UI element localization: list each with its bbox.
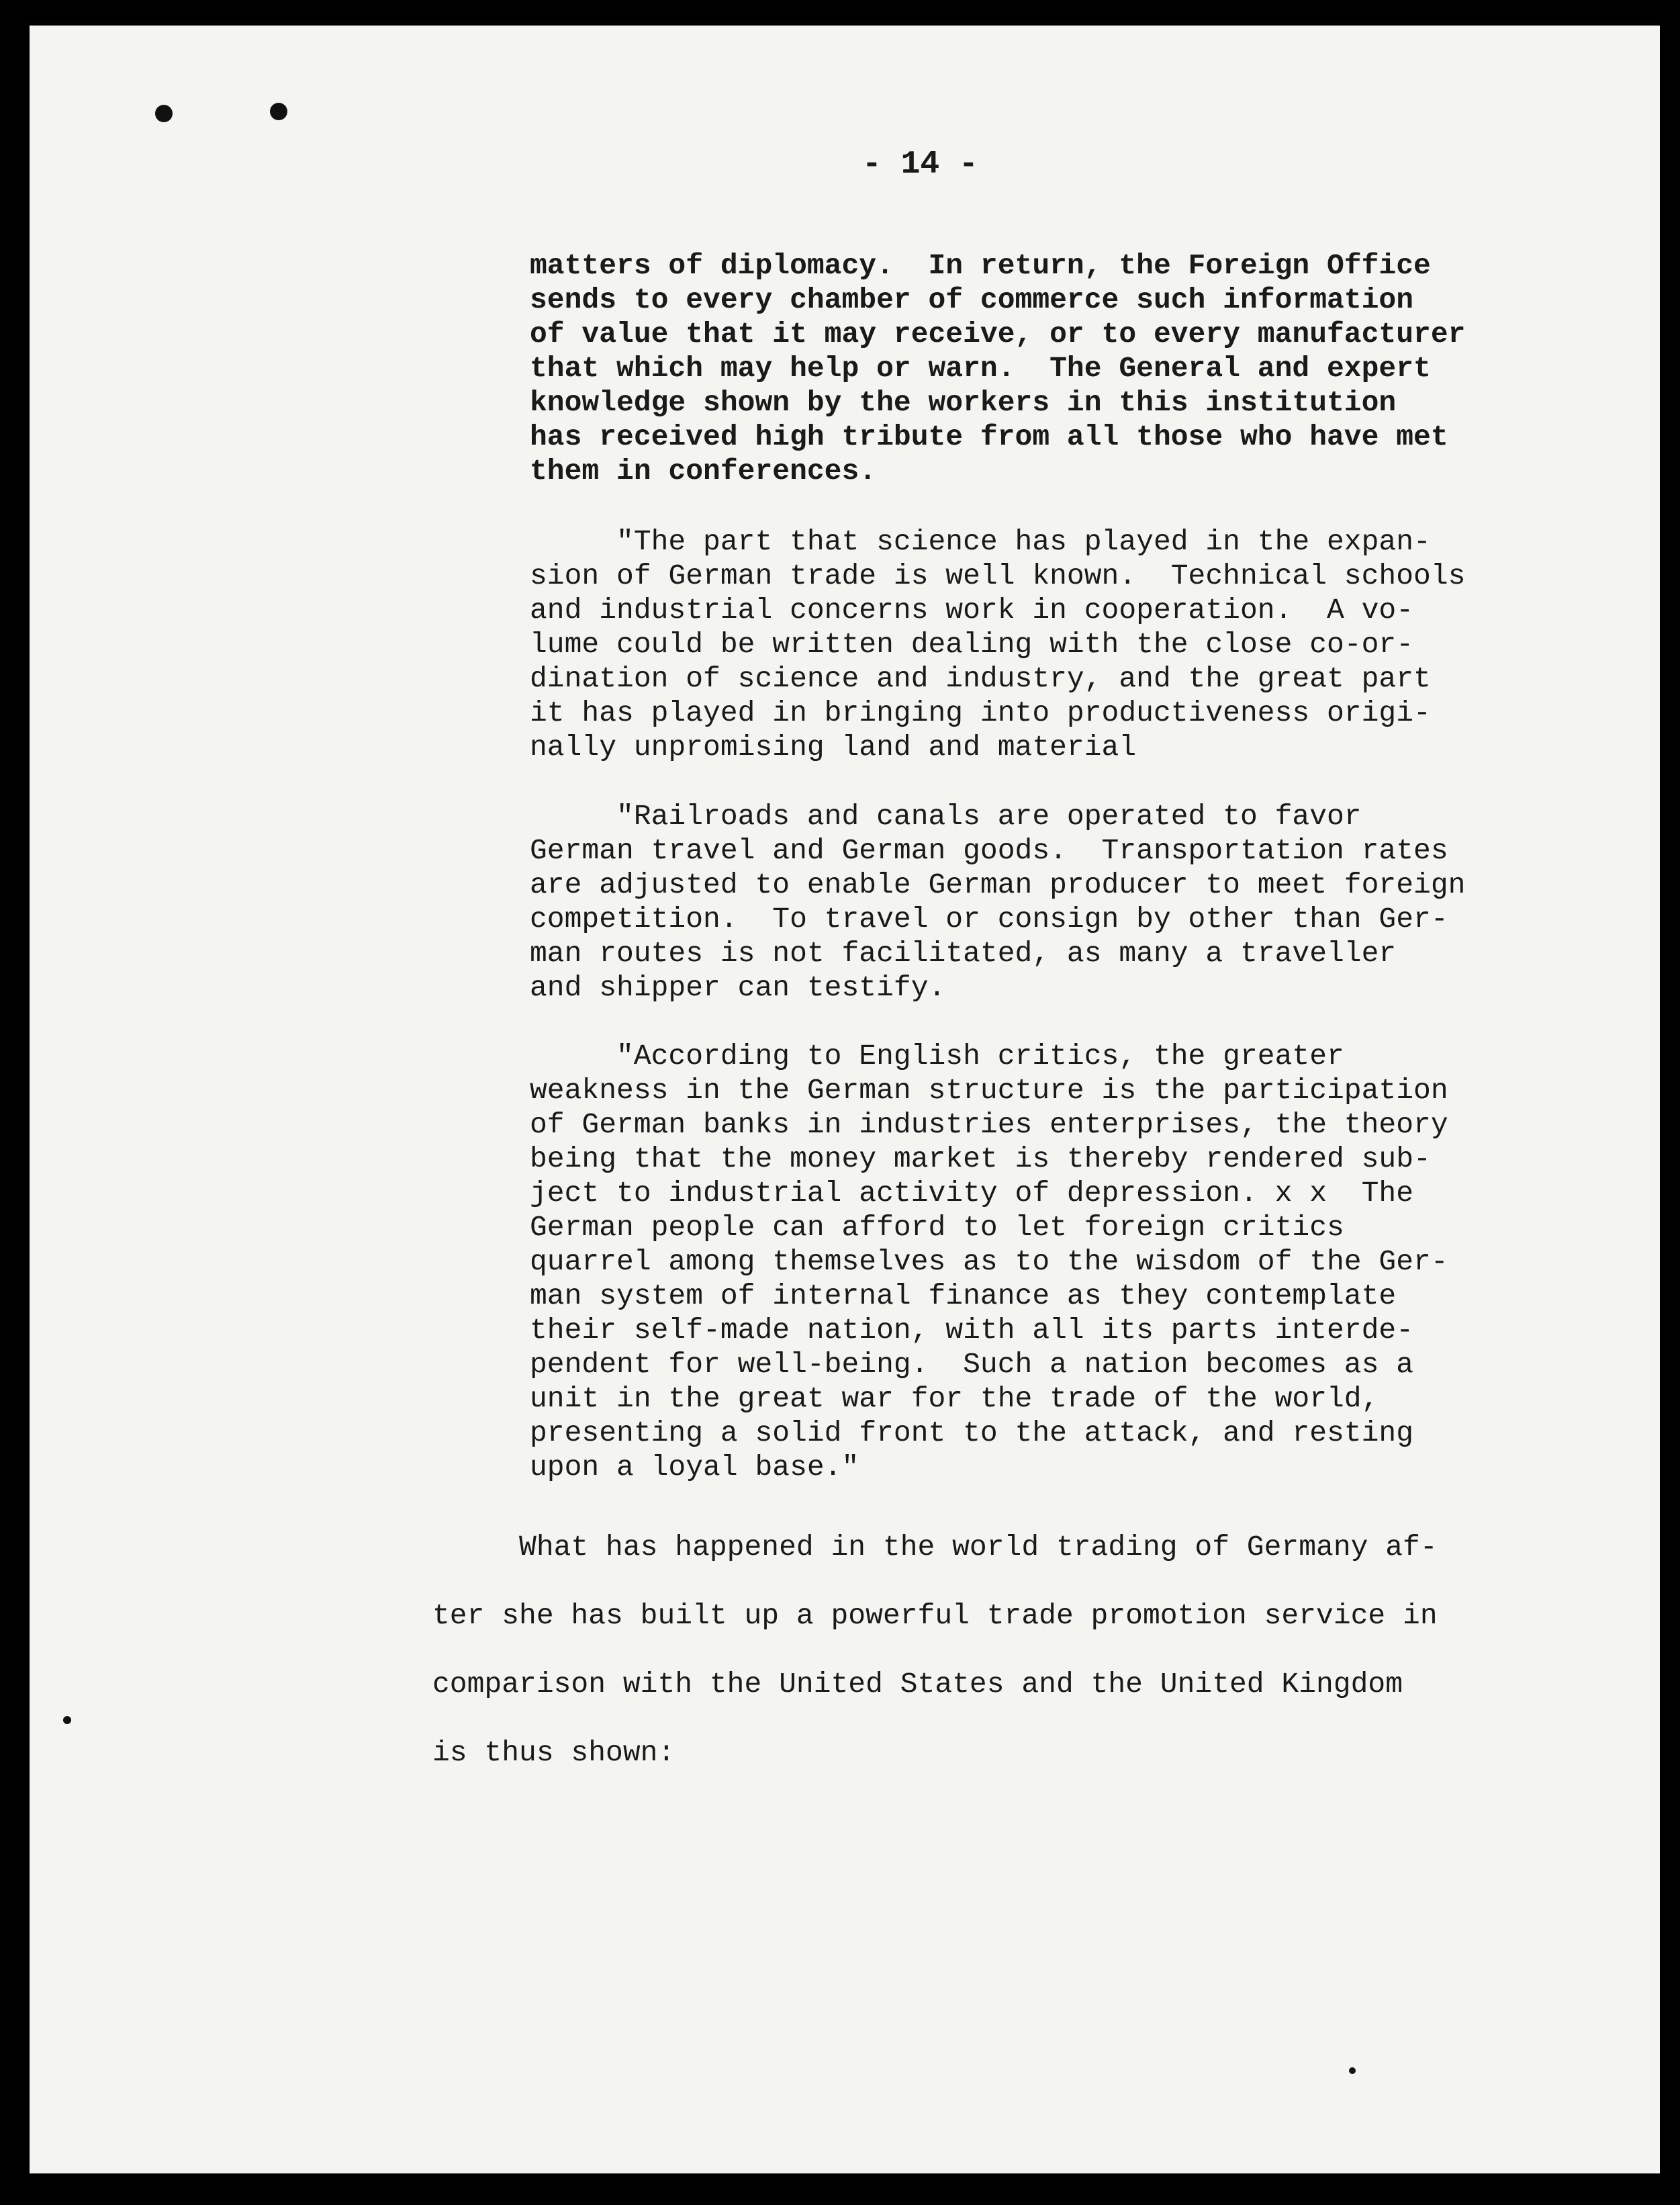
page-number: - 14 -: [862, 146, 978, 183]
paragraph: "According to English critics, the greater weakness in the German structure is the participation of German banks in industries enterprises, the theory being that the money market is thereby rendered sub- ject to industrial activity of depression. x x The German people can afford to let foreign critics quarrel among themselves as to the wisdom of the Ger- man system of internal finance as they contemplate their self-made nation, with all its parts interde- pendent for well-being. Such a nation becomes as a unit in the great war for the trade of the world, presenting a solid front to the attack, and resting upon a loyal base.": [530, 1040, 1448, 1484]
document-page: [30, 26, 1660, 2173]
punch-hole-mark: [155, 105, 173, 122]
stray-mark: [63, 1716, 71, 1724]
paragraph: "The part that science has played in the expan- sion of German trade is well known. Technical schools and industrial concerns work in cooperation. A vo- lume could be written dealing with the close co-or- dination of science and industry, and the great part it has played in bringing into productiveness origi- nally unpromising land and material: [530, 525, 1466, 764]
paragraph: matters of diplomacy. In return, the Foreign Office sends to every chamber of commerce such information of value that it may receive, or to every manufacturer that which may help or warn. The General and expert knowledge shown by the workers in this institution has received high tribute from all those who have met them in conferences.: [530, 249, 1466, 488]
paragraph: "Railroads and canals are operated to favor German travel and German goods. Transportation rates are adjusted to enable German producer to meet foreign competition. To travel or consign by other than Ger- man routes is not facilitated, as many a traveller and shipper can testify.: [530, 800, 1466, 1004]
paragraph: What has happened in the world trading of Germany af- ter she has built up a powerful trade promotion service in comparison with the United States and the United Kingdom is thus shown:: [432, 1531, 1438, 1769]
punch-hole-mark: [270, 103, 287, 120]
stray-mark: [1349, 2067, 1356, 2074]
